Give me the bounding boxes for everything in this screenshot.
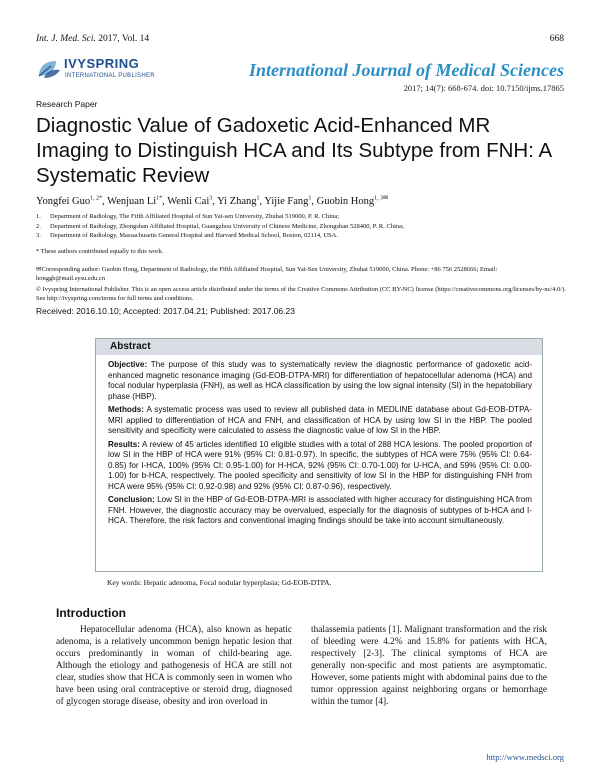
body-column-right: thalassemia patients [1]. Malignant transformation and the risk of bleeding were 4.2% and 15.8% for patients with HCA, respectively [2-3]. The clinical symptoms of HCA are generally non-specific and most patients are asymptomatic. However, some patients might with abdominal pains due to the tumor oppression against neighboring organs or hemorrhage within the tumor [4].	[311, 625, 547, 707]
author: Yi Zhang$^1$,	[217, 195, 265, 207]
author: Wenjuan $Li^{1*}$,	[107, 195, 168, 207]
year-volume: 2017, Vol. 14	[98, 34, 150, 44]
author: Guobin Hong$^{1, 3✉}$	[316, 195, 389, 207]
journal-abbr: Int. J. Med. Sci.	[36, 34, 96, 44]
author-list	[36, 194, 388, 207]
affiliations	[36, 212, 566, 241]
abstract-methods: Methods: A systematic process was used to review all published data in MEDLINE database about Gd-EOB-DTPA-MRI applied to differentiation of HCA and FNH, and classification of HCA by using low SI in the HBP. The pooled sensitivity and specificity were calculated to assess the diagnostic value of low SI in the HBP.	[108, 405, 532, 435]
logo-name: IVYSPRING	[64, 56, 140, 71]
ivy-leaf-icon	[36, 58, 62, 80]
running-header	[36, 34, 149, 44]
corresponding-author: ✉Corresponding author: Guobin Hong, Department of Radiology, the Fifth Affiliated Hospital, Sun Yat-Sen University, Zhuhai 519000, China. Phone: +86 756 2528666; Email: honggb@mail.sysu.edu.cn	[36, 266, 498, 282]
article-dates: Received: 2016.10.10; Accepted: 2017.04.21; Published: 2017.06.23	[36, 306, 295, 316]
citation: 2017; 14(7): 668-674. doi: 10.7150/ijms.17865	[403, 83, 564, 93]
abstract-heading: Abstract	[96, 339, 542, 355]
affiliation: 2. Department of Radiology, Zhongshan Affiliated Hospital, Guangzhou University of Chinese Medicine, Zhongshan 528400, P. R. China;	[36, 222, 404, 230]
author: Wenli Cai$^3$,	[167, 195, 218, 207]
affiliation: 3. Department of Radiology, Massachusetts General Hospital and Harvard Medical School, Boston, 02114, USA.	[36, 232, 338, 239]
footer-url[interactable]: http://www.medsci.org	[486, 752, 564, 762]
section-heading-introduction: Introduction	[56, 606, 126, 620]
email-icon: ✉	[383, 195, 389, 201]
author: Yijie Fang$^1$,	[264, 195, 317, 207]
article-title: Diagnostic Value of Gadoxetic Acid-Enhanced MR Imaging to Distinguish HCA and Its Subtype from FNH: A Systematic Review	[36, 114, 552, 187]
logo-subtitle: INTERNATIONAL PUBLISHER	[65, 73, 155, 79]
paper-type: Research Paper	[36, 99, 98, 109]
abstract-body	[108, 360, 532, 530]
journal-title: International Journal of Medical Sciences	[248, 60, 564, 80]
keywords: Key words: Hepatic adenoma, Focal nodular hyperplasia; Gd-EOB-DTPA.	[107, 578, 332, 587]
body-column-left: Hepatocellular adenoma (HCA), also known as hepatic adenoma, is a relatively uncommon benign hepatic lesion that occurs predominantly in woman of child-bearing age. Although the etiology and pathogenesis of HCA are still not clear, studies show that HCA is commonly seen in women who have been using oral contraceptive or steroid drug, diagnosed of glycogen storage disease, obesity and iron overload in	[56, 625, 292, 707]
abstract-box	[95, 338, 543, 572]
author: Yongfei Guo$^{1, 2*}$,	[36, 195, 108, 207]
license-text: © Ivyspring International Publisher. This is an open access article distributed under the terms of the Creative Commons Attribution (CC BY-NC) license (https://creativecommons.org/licenses/by-nc/4.0/). See http://ivyspring.com/terms for full terms and conditions.	[36, 286, 566, 302]
abstract-objective: Objective: The purpose of this study was to systematically review the diagnostic performance of gadoxetic acid-enhanced magnetic resonance imaging (Gd-EOB-DTPA-MRI) for differentiation of hepatocellular adenoma (HCA) and focal nodular hyperplasia (FNH), as well as HCA classification by using the low signal intensity (SI) in the hepatobiliary phase (HBP).	[108, 360, 532, 401]
abstract-results: Results: A review of 45 articles identified 10 eligible studies with a total of 288 HCA lesions. The pooled proportion of low SI in the HBP of HCA were 91% (95% CI: 0.81-0.97). In specific, the subtypes of HCA were 75% (95% CI: 0.64-0.85) for I-HCA, 100% (95% CI: 0.95-1.00) for H-HCA, 92% (95% CI: 0.70-1.00) for U-HCA, and 59% (95% CI: 0.00-1.00) for b-HCA, respectively. The pooled specificity and sensitivity of low SI in the HBP for distinguishing FNH from HCA were 95% (95% CI: 0.92-0.98) and 92% (95% CI: 0.87-0.96), respectively.	[108, 439, 532, 491]
equal-contribution-note: * These authors contributed equally to this work.	[36, 248, 164, 255]
email-icon: ✉	[36, 266, 42, 273]
publisher-logo	[36, 56, 156, 86]
abstract-conclusion: Conclusion: Low SI in the HBP of Gd-EOB-DTPA-MRI is associated with higher accuracy for distinguishing HCA from FNH. However, the diagnostic accuracy may be overvalued, especially for the diagnosis of subtypes of b-HCA and I-HCA. Therefore, the risk factors and conventional imaging findings should be take into account simultaneously.	[108, 495, 532, 525]
page-number: 668	[549, 34, 564, 44]
affiliation: 1. Department of Radiology, The Fifth Affiliated Hospital of Sun Yat-sen University, Zhuhai 519000, P. R. China;	[36, 213, 340, 220]
